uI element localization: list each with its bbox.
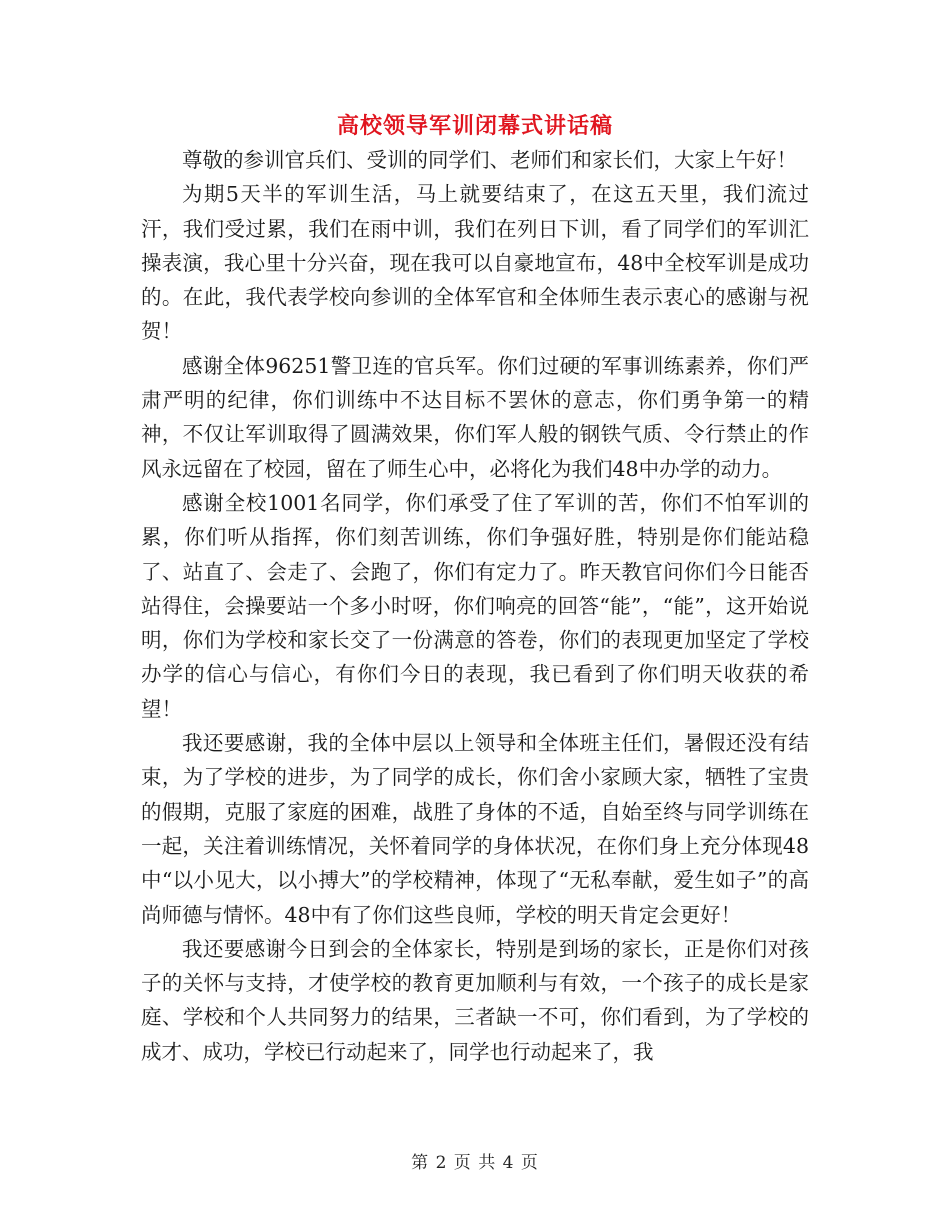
paragraph-training-summary: 为期5天半的军训生活，马上就要结束了，在这五天里，我们流过汗，我们受过累，我们在雨中训，我们在列日下训，看了同学们的军训汇操表演，我心里十分兴奋，现在我可以自豪地宣布，48中全校军训是成功的。在此，我代表学校向参训的全体军官和全体师生表示衷心的感谢与祝贺！ — [141, 182, 809, 344]
document-body — [141, 143, 809, 1069]
paragraph-thanks-officers: 感谢全体96251警卫连的官兵军。你们过硬的军事训练素养，你们严肃严明的纪律，你们训练中不达目标不罢休的意志，你们勇争第一的精神，不仅让军训取得了圆满效果，你们军人般的钢铁气质、令行禁止的作风永远留在了校园，留在了师生心中，必将化为我们48中办学的动力。 — [141, 353, 809, 481]
paragraph-thanks-parents: 我还要感谢今日到会的全体家长，特别是到场的家长，正是你们对孩子的关怀与支持，才使学校的教育更加顺利与有效，一个孩子的成长是家庭、学校和个人共同努力的结果，三者缺一不可，你们看到，为了学校的成才、成功，学校已行动起来了，同学也行动起来了，我 — [141, 936, 809, 1064]
paragraph-thanks-students: 感谢全校1001名同学，你们承受了住了军训的苦，你们不怕军训的累，你们听从指挥，你们刻苦训练，你们争强好胜，特别是你们能站稳了、站直了、会走了、会跑了，你们有定力了。昨天教官问你们今日能否站得住，会操要站一个多小时呀，你们响亮的回答“能”，“能”，这开始说明，你们为学校和家长交了一份满意的答卷，你们的表现更加坚定了学校办学的信心与信心，有你们今日的表现，我已看到了你们明天收获的希望！ — [141, 490, 809, 721]
paragraph-thanks-teachers: 我还要感谢，我的全体中层以上领导和全体班主任们，暑假还没有结束，为了学校的进步，为了同学的成长，你们舍小家顾大家，牺牲了宝贵的假期，克服了家庭的困难，战胜了身体的不适，自始至终与同学训练在一起，关注着训练情况，关怀着同学的身体状况，在你们身上充分体现48中“以小见大，以小搏大”的学校精神，体现了“无私奉献，爱生如子”的高尚师德与情怀。48中有了你们这些良师，学校的明天肯定会更好！ — [141, 731, 809, 927]
page-number-footer: 第 2 页 共 4 页 — [411, 1153, 539, 1173]
paragraph-greeting: 尊敬的参训官兵们、受训的同学们、老师们和家长们，大家上午好！ — [182, 148, 797, 172]
document-title: 高校领导军训闭幕式讲话稿 — [336, 113, 613, 139]
